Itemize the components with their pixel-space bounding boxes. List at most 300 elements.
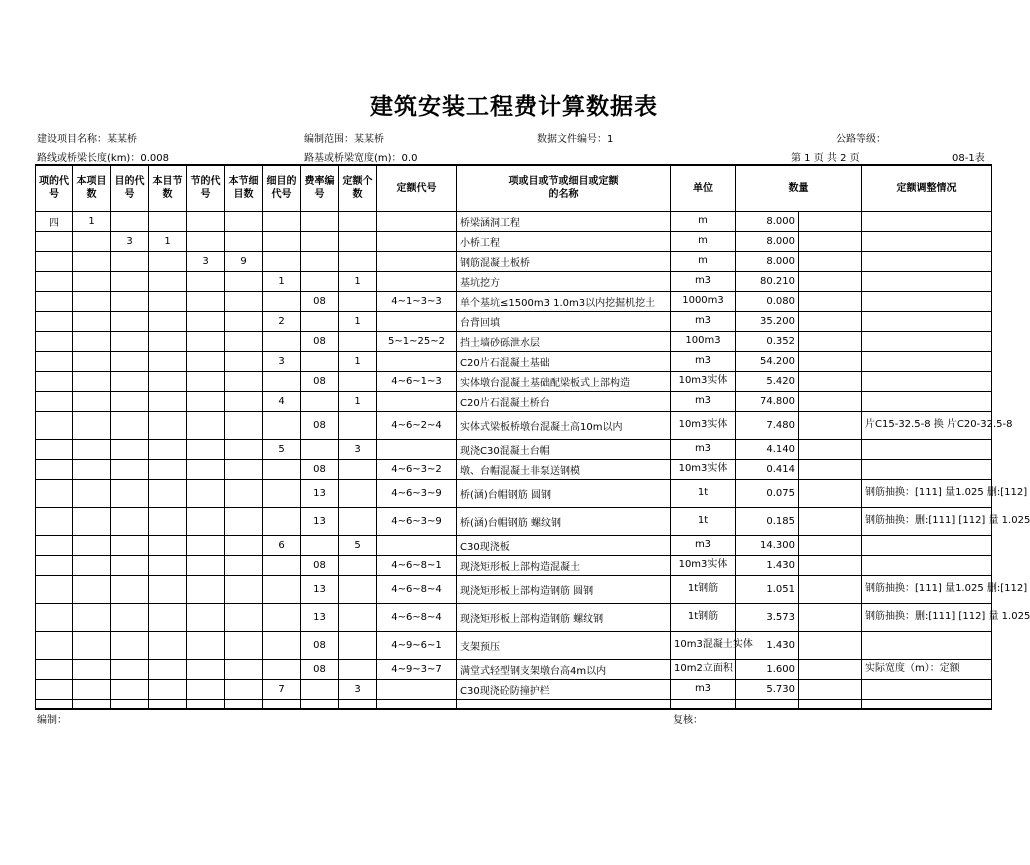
code-cell (111, 459, 149, 479)
quota-code-cell: 4~6~2~4 (377, 411, 457, 439)
code-cell (36, 555, 73, 575)
code-cell (149, 555, 187, 575)
code-cell (187, 507, 225, 535)
unit-cell: m3 (671, 679, 736, 699)
code-cell (36, 271, 73, 291)
adjustment-cell (862, 211, 992, 231)
blank-cell (799, 507, 862, 535)
code-cell (263, 251, 301, 271)
header-cell: 目的代号 (111, 165, 149, 211)
code-cell (36, 231, 73, 251)
code-cell (111, 411, 149, 439)
adjustment-cell (862, 271, 992, 291)
item-name-cell: C30现浇板 (457, 535, 671, 555)
code-cell (73, 231, 111, 251)
code-cell (73, 351, 111, 371)
unit-cell: 10m3实体 (671, 411, 736, 439)
unit-cell: m (671, 211, 736, 231)
code-cell (149, 699, 187, 709)
table-row (36, 271, 992, 291)
rate-code-cell (301, 351, 339, 371)
code-cell (111, 251, 149, 271)
code-cell (111, 351, 149, 371)
code-cell (73, 699, 111, 709)
unit-cell: 10m3实体 (671, 459, 736, 479)
code-cell: 4 (263, 391, 301, 411)
quantity-cell (736, 699, 799, 709)
quantity-cell: 1.430 (736, 631, 799, 659)
code-cell (111, 679, 149, 699)
quota-code-cell: 4~6~3~9 (377, 479, 457, 507)
adjustment-cell: 钢筋抽换：[111] 量1.025 删:[112] (862, 575, 992, 603)
unit-cell: m3 (671, 391, 736, 411)
code-cell (73, 271, 111, 291)
quota-code-cell (377, 679, 457, 699)
header-cell: 项的代号 (36, 165, 73, 211)
rate-code-cell: 08 (301, 291, 339, 311)
code-cell (73, 291, 111, 311)
item-name-cell: 实体墩台混凝土基础配梁板式上部构造 (457, 371, 671, 391)
code-cell (225, 459, 263, 479)
code-cell (73, 575, 111, 603)
unit-cell: 10m3实体 (671, 555, 736, 575)
code-cell (36, 391, 73, 411)
quantity-cell: 0.185 (736, 507, 799, 535)
quantity-cell: 80.210 (736, 271, 799, 291)
quota-code-cell: 5~1~25~2 (377, 331, 457, 351)
rate-code-cell: 08 (301, 331, 339, 351)
header-cell: 本节细目数 (225, 165, 263, 211)
adjustment-cell (862, 631, 992, 659)
item-name-cell: 台背回填 (457, 311, 671, 331)
table-row (36, 231, 992, 251)
code-cell (36, 535, 73, 555)
item-name-cell: 单个基坑≤1500m3 1.0m3以内挖掘机挖土 (457, 291, 671, 311)
code-cell (73, 439, 111, 459)
unit-cell: m3 (671, 271, 736, 291)
code-cell (73, 603, 111, 631)
code-cell (263, 291, 301, 311)
adjustment-cell (862, 311, 992, 331)
code-cell (111, 371, 149, 391)
quota-count-cell (339, 211, 377, 231)
adjustment-cell (862, 439, 992, 459)
code-cell (187, 439, 225, 459)
code-cell (263, 631, 301, 659)
code-cell (263, 479, 301, 507)
header-cell: 本目节数 (149, 165, 187, 211)
unit-cell: 100m3 (671, 331, 736, 351)
code-cell (225, 603, 263, 631)
code-cell (36, 331, 73, 351)
unit-cell: m3 (671, 535, 736, 555)
code-cell (187, 603, 225, 631)
code-cell (149, 439, 187, 459)
rate-code-cell: 08 (301, 631, 339, 659)
code-cell (187, 231, 225, 251)
quota-count-cell (339, 371, 377, 391)
blank-cell (799, 699, 862, 709)
rate-code-cell (301, 679, 339, 699)
quantity-cell: 8.000 (736, 251, 799, 271)
table-row (36, 575, 992, 603)
table-row (36, 251, 992, 271)
item-name-cell: 现浇矩形板上部构造钢筋 圆钢 (457, 575, 671, 603)
code-cell (225, 371, 263, 391)
code-cell (73, 371, 111, 391)
blank-cell (799, 371, 862, 391)
code-cell (149, 251, 187, 271)
code-cell (149, 679, 187, 699)
code-cell (149, 371, 187, 391)
quota-count-cell (339, 603, 377, 631)
quota-code-cell (377, 351, 457, 371)
code-cell (149, 631, 187, 659)
code-cell: 1 (73, 211, 111, 231)
header-cell: 项或目或节或细目或定额的名称 (457, 165, 671, 211)
blank-cell (799, 555, 862, 575)
code-cell (73, 479, 111, 507)
code-cell (263, 331, 301, 351)
code-cell (111, 211, 149, 231)
quota-code-cell (377, 439, 457, 459)
code-cell (73, 391, 111, 411)
code-cell (225, 439, 263, 459)
table-row (36, 603, 992, 631)
code-cell (36, 507, 73, 535)
unit-cell: 10m3混凝土实体 (671, 631, 736, 659)
code-cell (187, 311, 225, 331)
quota-count-cell (339, 251, 377, 271)
reviewer-label: 复核： (673, 715, 703, 726)
code-cell (263, 603, 301, 631)
blank-cell (799, 479, 862, 507)
adjustment-cell: 钢筋抽换：删:[111] [112] 量 1.025 (862, 603, 992, 631)
code-cell (149, 271, 187, 291)
table-row (36, 659, 992, 679)
header-cell: 定额调整情况 (862, 165, 992, 211)
code-cell (73, 411, 111, 439)
unit-cell: 1t (671, 507, 736, 535)
rate-code-cell (301, 311, 339, 331)
code-cell (187, 699, 225, 709)
header-cell: 定额个数 (339, 165, 377, 211)
header-cell: 节的代号 (187, 165, 225, 211)
code-cell (73, 251, 111, 271)
rate-code-cell: 13 (301, 575, 339, 603)
code-cell (149, 535, 187, 555)
quantity-cell: 5.420 (736, 371, 799, 391)
code-cell (225, 535, 263, 555)
adjustment-cell (862, 231, 992, 251)
adjustment-cell (862, 555, 992, 575)
header-cell: 单位 (671, 165, 736, 211)
quota-code-cell (377, 271, 457, 291)
route-length: 路线或桥梁长度(km)：0.008 (37, 153, 169, 164)
table-row (36, 479, 992, 507)
item-name-cell (457, 699, 671, 709)
blank-cell (799, 679, 862, 699)
blank-cell (799, 251, 862, 271)
code-cell (225, 679, 263, 699)
rate-code-cell (301, 211, 339, 231)
quota-count-cell (339, 331, 377, 351)
code-cell (149, 311, 187, 331)
quantity-cell: 3.573 (736, 603, 799, 631)
unit-cell: 10m3实体 (671, 371, 736, 391)
code-cell (263, 371, 301, 391)
code-cell (187, 271, 225, 291)
quantity-cell: 1.600 (736, 659, 799, 679)
code-cell (225, 231, 263, 251)
adjustment-cell (862, 459, 992, 479)
code-cell (149, 211, 187, 231)
code-cell (111, 391, 149, 411)
quota-code-cell (377, 391, 457, 411)
item-name-cell: 墩、台帽混凝土非泵送钢模 (457, 459, 671, 479)
quantity-cell: 14.300 (736, 535, 799, 555)
item-name-cell: 满堂式轻型钢支架墩台高4m以内 (457, 659, 671, 679)
code-cell (149, 603, 187, 631)
code-cell (225, 211, 263, 231)
table-row (36, 507, 992, 535)
blank-cell (799, 659, 862, 679)
rate-code-cell (301, 251, 339, 271)
table-row (36, 351, 992, 371)
quantity-cell: 54.200 (736, 351, 799, 371)
quota-count-cell (339, 459, 377, 479)
quota-code-cell: 4~6~3~9 (377, 507, 457, 535)
code-cell (225, 391, 263, 411)
quantity-cell: 0.352 (736, 331, 799, 351)
quota-code-cell: 4~6~8~4 (377, 575, 457, 603)
quota-code-cell: 4~6~1~3 (377, 371, 457, 391)
table-row (36, 391, 992, 411)
unit-cell: m (671, 231, 736, 251)
code-cell (73, 659, 111, 679)
quantity-cell: 4.140 (736, 439, 799, 459)
project-name: 建设项目名称：某某桥 (37, 134, 137, 145)
code-cell (36, 699, 73, 709)
item-name-cell: 基坑挖方 (457, 271, 671, 291)
item-name-cell: C20片石混凝土桥台 (457, 391, 671, 411)
code-cell (73, 535, 111, 555)
quantity-cell: 8.000 (736, 231, 799, 251)
code-cell: 7 (263, 679, 301, 699)
adjustment-cell: 钢筋抽换：[111] 量1.025 删:[112] (862, 479, 992, 507)
code-cell (187, 331, 225, 351)
page-info: 第 1 页 共 2 页 (791, 153, 860, 164)
quota-count-cell: 5 (339, 535, 377, 555)
code-cell: 6 (263, 535, 301, 555)
compiler-label: 编制： (37, 715, 67, 726)
adjustment-cell (862, 371, 992, 391)
rate-code-cell (301, 231, 339, 251)
code-cell: 1 (263, 271, 301, 291)
blank-cell (799, 535, 862, 555)
quantity-cell: 0.414 (736, 459, 799, 479)
code-cell (263, 507, 301, 535)
code-cell (263, 555, 301, 575)
code-cell (111, 535, 149, 555)
code-cell (225, 699, 263, 709)
blank-cell (799, 211, 862, 231)
quota-count-cell: 3 (339, 439, 377, 459)
unit-cell: 1t钢筋 (671, 575, 736, 603)
quota-code-cell: 4~6~3~2 (377, 459, 457, 479)
code-cell (111, 331, 149, 351)
quota-code-cell (377, 699, 457, 709)
code-cell (111, 575, 149, 603)
adjustment-cell: 钢筋抽换：删:[111] [112] 量 1.025 (862, 507, 992, 535)
code-cell (263, 659, 301, 679)
code-cell (149, 659, 187, 679)
blank-cell (799, 459, 862, 479)
code-cell (225, 659, 263, 679)
code-cell (263, 699, 301, 709)
rate-code-cell: 13 (301, 479, 339, 507)
item-name-cell: 现浇矩形板上部构造混凝土 (457, 555, 671, 575)
code-cell: 四 (36, 211, 73, 231)
blank-cell (799, 331, 862, 351)
code-cell (111, 479, 149, 507)
adjustment-cell: 片C15-32.5-8 换 片C20-32.5-8 (862, 411, 992, 439)
unit-cell: 10m2立面积 (671, 659, 736, 679)
quota-count-cell (339, 631, 377, 659)
code-cell (149, 391, 187, 411)
code-cell (111, 271, 149, 291)
code-cell (36, 575, 73, 603)
code-cell (36, 659, 73, 679)
code-cell (111, 439, 149, 459)
code-cell (187, 351, 225, 371)
rate-code-cell: 08 (301, 411, 339, 439)
quota-code-cell: 4~9~6~1 (377, 631, 457, 659)
quota-code-cell (377, 311, 457, 331)
blank-cell (799, 231, 862, 251)
quota-count-cell (339, 659, 377, 679)
rate-code-cell: 13 (301, 603, 339, 631)
item-name-cell: 实体式梁板桥墩台混凝土高10m以内 (457, 411, 671, 439)
code-cell (111, 603, 149, 631)
code-cell (263, 411, 301, 439)
code-cell (73, 331, 111, 351)
table-row (36, 555, 992, 575)
unit-cell: m3 (671, 351, 736, 371)
code-cell (73, 555, 111, 575)
table-row (36, 699, 992, 709)
code-cell (263, 231, 301, 251)
quantity-cell: 0.080 (736, 291, 799, 311)
table-code: 08-1表 (952, 153, 985, 164)
quota-code-cell: 4~1~3~3 (377, 291, 457, 311)
adjustment-cell (862, 251, 992, 271)
code-cell (263, 459, 301, 479)
rate-code-cell (301, 271, 339, 291)
quota-code-cell (377, 535, 457, 555)
blank-cell (799, 603, 862, 631)
quantity-cell: 35.200 (736, 311, 799, 331)
code-cell (111, 291, 149, 311)
code-cell (225, 555, 263, 575)
quota-code-cell: 4~6~8~1 (377, 555, 457, 575)
code-cell (73, 311, 111, 331)
unit-cell: 1t (671, 479, 736, 507)
table-row (36, 459, 992, 479)
quota-count-cell (339, 555, 377, 575)
code-cell (187, 459, 225, 479)
table-body (36, 211, 1030, 709)
code-cell: 3 (263, 351, 301, 371)
rate-code-cell: 13 (301, 507, 339, 535)
item-name-cell: 现浇C30混凝土台帽 (457, 439, 671, 459)
code-cell (225, 575, 263, 603)
quota-count-cell: 1 (339, 271, 377, 291)
code-cell (111, 555, 149, 575)
code-cell: 2 (263, 311, 301, 331)
table-row (36, 311, 992, 331)
calculation-table (35, 164, 1030, 710)
code-cell: 3 (187, 251, 225, 271)
adjustment-cell (862, 331, 992, 351)
table-row (36, 331, 992, 351)
rate-code-cell: 08 (301, 659, 339, 679)
code-cell (36, 371, 73, 391)
quota-count-cell: 1 (339, 311, 377, 331)
code-cell (225, 351, 263, 371)
code-cell: 9 (225, 251, 263, 271)
code-cell (225, 291, 263, 311)
code-cell (187, 631, 225, 659)
adjustment-cell (862, 291, 992, 311)
code-cell (187, 479, 225, 507)
code-cell (36, 411, 73, 439)
quota-code-cell: 4~9~3~7 (377, 659, 457, 679)
code-cell (187, 211, 225, 231)
adjustment-cell (862, 699, 992, 709)
quantity-cell: 1.430 (736, 555, 799, 575)
item-name-cell: 现浇矩形板上部构造钢筋 螺纹钢 (457, 603, 671, 631)
code-cell (187, 679, 225, 699)
adjustment-cell (862, 679, 992, 699)
rate-code-cell: 08 (301, 459, 339, 479)
unit-cell: m3 (671, 311, 736, 331)
rate-code-cell: 08 (301, 555, 339, 575)
item-name-cell: 桥(涵)台帽钢筋 圆钢 (457, 479, 671, 507)
item-name-cell: C20片石混凝土基础 (457, 351, 671, 371)
blank-cell (799, 439, 862, 459)
code-cell: 3 (111, 231, 149, 251)
code-cell (111, 631, 149, 659)
quota-count-cell (339, 507, 377, 535)
code-cell (187, 555, 225, 575)
header-cell: 本项目数 (73, 165, 111, 211)
code-cell (111, 311, 149, 331)
blank-cell (799, 291, 862, 311)
file-number: 数据文件编号：1 (537, 134, 614, 145)
unit-cell: 1t钢筋 (671, 603, 736, 631)
rate-code-cell (301, 391, 339, 411)
rate-code-cell (301, 699, 339, 709)
code-cell (225, 507, 263, 535)
quota-code-cell (377, 211, 457, 231)
code-cell (36, 479, 73, 507)
adjustment-cell (862, 535, 992, 555)
table-row (36, 439, 992, 459)
item-name-cell: 支架预压 (457, 631, 671, 659)
code-cell (149, 351, 187, 371)
quota-count-cell (339, 479, 377, 507)
